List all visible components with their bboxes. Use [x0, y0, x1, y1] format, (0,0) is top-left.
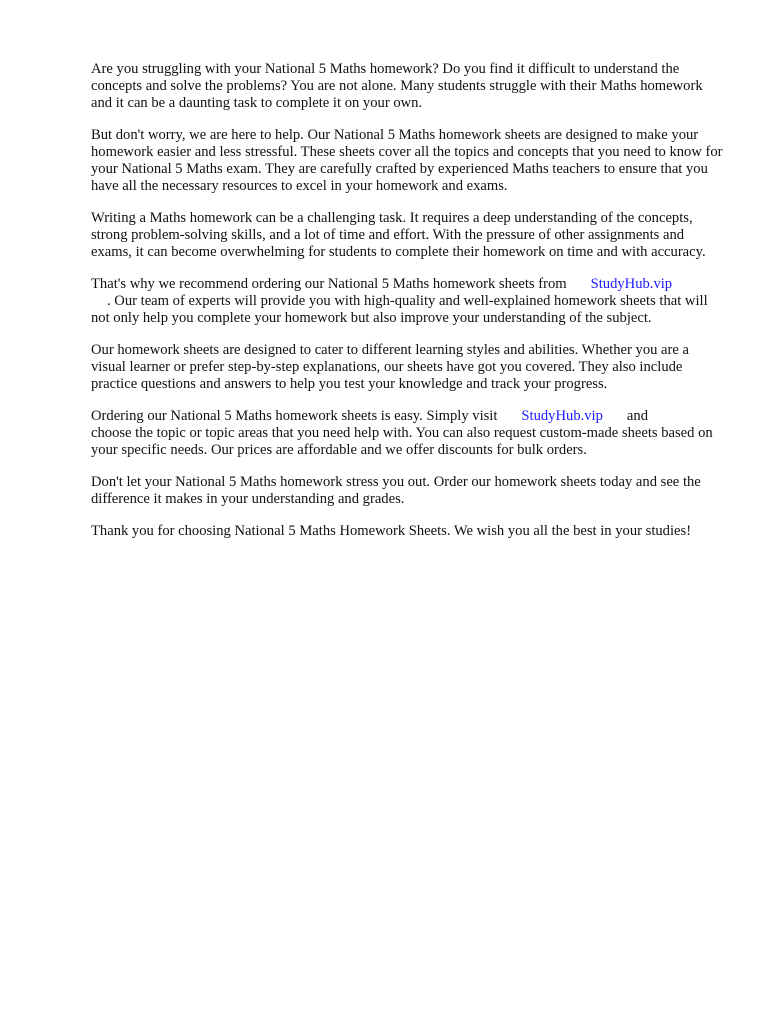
paragraph-ordering-and: and — [626, 408, 648, 424]
paragraph-recommend-text-start: That's why we recommend ordering our National 5 Maths homework sheets from — [91, 276, 567, 292]
paragraph-thanks-text: Thank you for choosing National 5 Maths Homework Sheets. We wish you all the best in your studies! — [91, 523, 692, 539]
document-body — [91, 61, 723, 555]
paragraph-help — [91, 127, 723, 195]
paragraph-stress — [91, 474, 723, 508]
paragraph-challenge-text: Writing a Maths homework can be a challenging task. It requires a deep understanding of the concepts, strong problem-solving skills, and a lot of time and effort. With the pressure of other assignments and exams, it can become overwhelming for students to complete their homework on time and with accuracy. — [91, 210, 706, 260]
paragraph-ordering — [91, 408, 723, 459]
paragraph-recommend — [91, 276, 723, 327]
studyhub-link-2[interactable]: StudyHub.vip — [521, 408, 603, 424]
paragraph-intro — [91, 61, 723, 112]
paragraph-ordering-text-start: Ordering our National 5 Maths homework sheets is easy. Simply visit — [91, 408, 498, 424]
paragraph-intro-text: Are you struggling with your National 5 Maths homework? Do you find it difficult to understand the concepts and solve the problems? You are not alone. Many students struggle with their Maths homework and it can be a daunting task to complete it on your own. — [91, 61, 703, 111]
paragraph-learning-styles — [91, 342, 723, 393]
paragraph-stress-text: Don't let your National 5 Maths homework stress you out. Order our homework sheets today and see the difference it makes in your understanding and grades. — [91, 474, 701, 507]
paragraph-ordering-text-end: choose the topic or topic areas that you need help with. You can also request custom-made sheets based on your specific needs. Our prices are affordable and we offer discounts for bulk orders. — [91, 425, 713, 458]
paragraph-thanks — [91, 523, 723, 540]
paragraph-recommend-text-end: . Our team of experts will provide you with high-quality and well-explained homework sheets that will not only help you complete your homework but also improve your understanding of the subject. — [91, 293, 708, 326]
paragraph-learning-styles-text: Our homework sheets are designed to cater to different learning styles and abilities. Whether you are a visual learner or prefer step-by-step explanations, our sheets have got you covered. They also include practice questions and answers to help you test your knowledge and track your progress. — [91, 342, 690, 392]
paragraph-challenge — [91, 210, 723, 261]
paragraph-help-text: But don't worry, we are here to help. Our National 5 Maths homework sheets are designed to make your homework easier and less stressful. These sheets cover all the topics and concepts that you need to know for your National 5 Maths exam. They are carefully crafted by experienced Maths teachers to ensure that you have all the necessary resources to excel in your homework and exams. — [91, 127, 723, 194]
studyhub-link-1[interactable]: StudyHub.vip — [590, 276, 673, 292]
